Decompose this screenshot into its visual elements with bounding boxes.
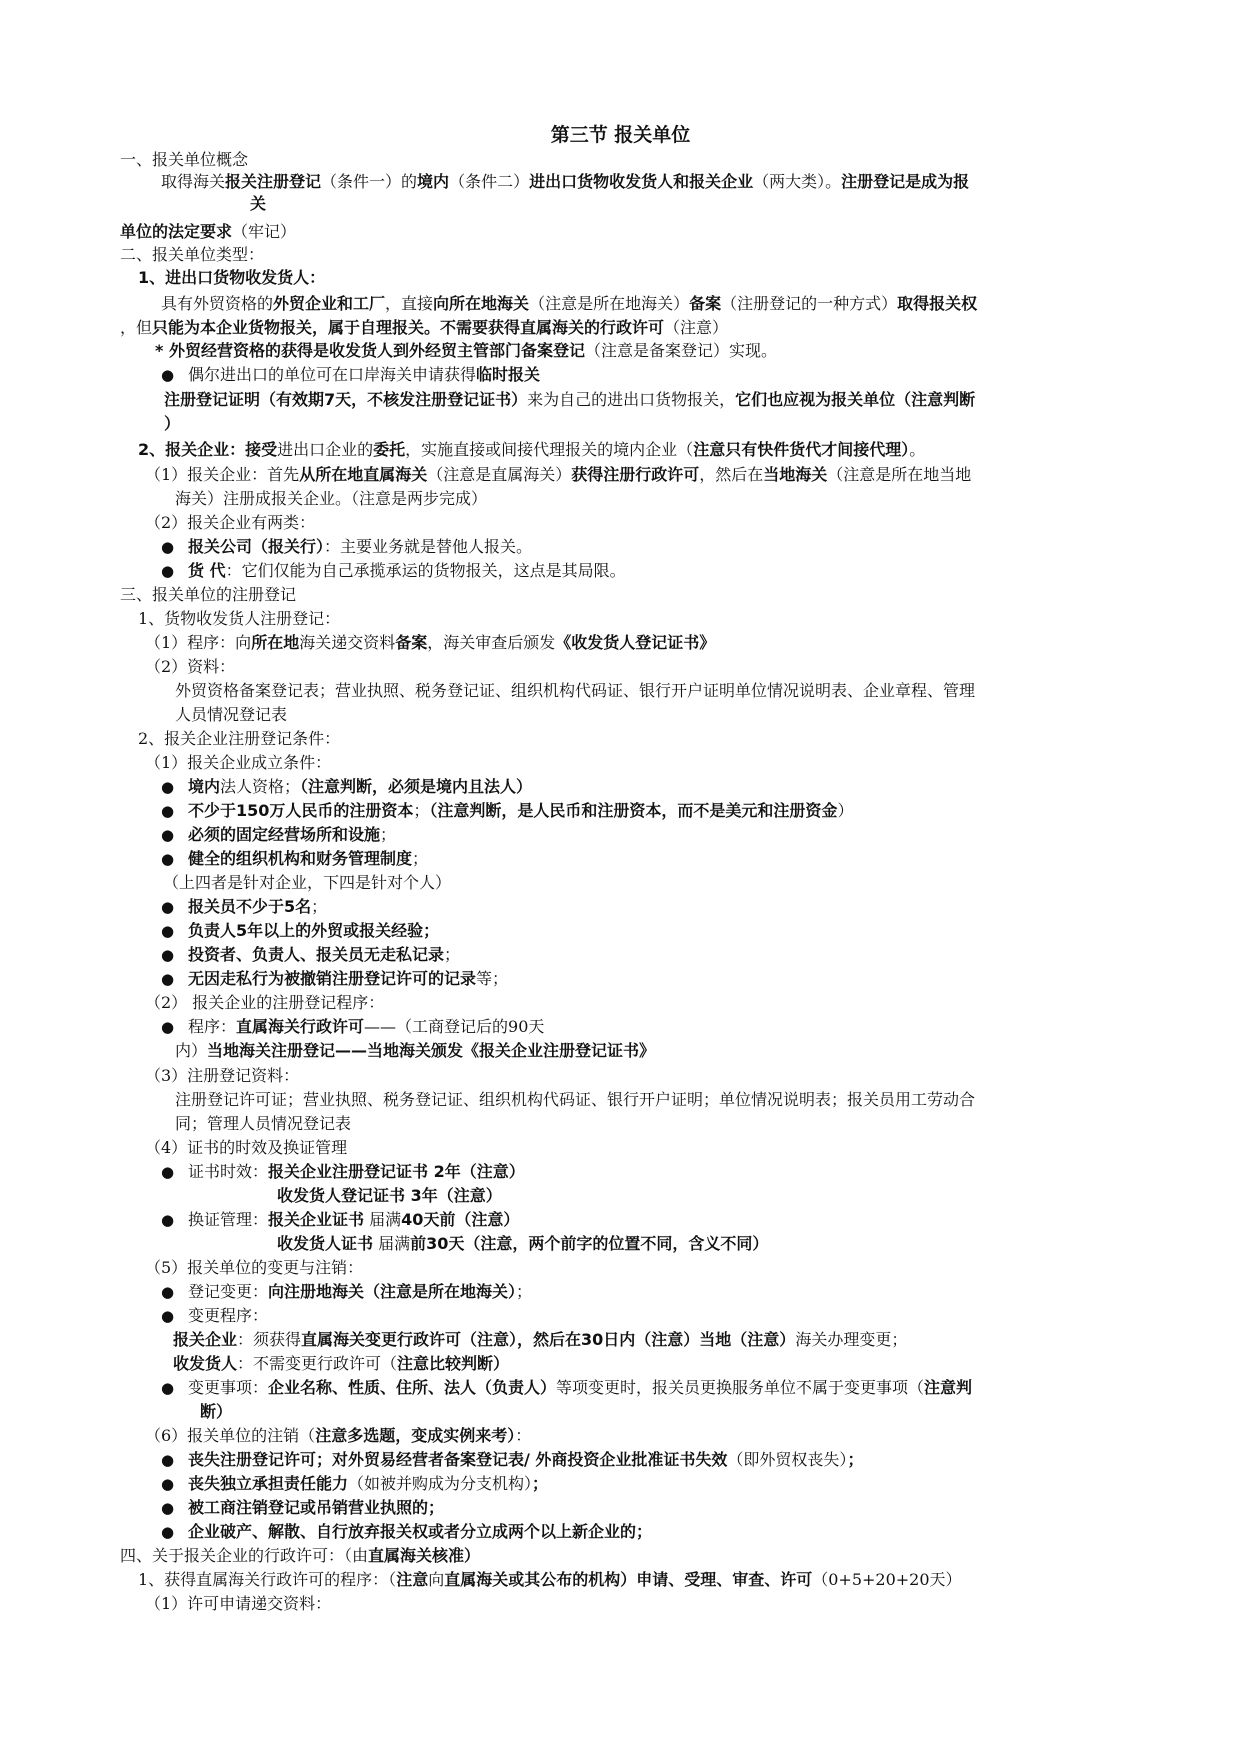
bold-text: 货 代	[188, 561, 226, 580]
text: ，直接	[385, 294, 434, 313]
text: 2、报关企业注册登记条件：	[138, 729, 341, 748]
bold-text: 临时报关	[476, 365, 541, 384]
text-line	[173, 1330, 907, 1350]
text-line	[145, 993, 384, 1013]
text-line	[120, 222, 296, 242]
text: 四、关于报关企业的行政许可：（由	[120, 1546, 369, 1565]
bold-text: 健全的组织机构和财务管理制度	[188, 849, 413, 868]
text: 届满	[364, 1210, 402, 1229]
bold-text: 进出口货物收发货人和报关企业	[529, 172, 754, 191]
text: （2） 报关企业的注册登记程序：	[145, 993, 385, 1012]
text-line	[120, 1546, 480, 1566]
text: 届满	[373, 1234, 411, 1253]
text-line	[120, 150, 248, 170]
bold-text: 注意判	[924, 1378, 973, 1397]
bold-text: 注册登记是成为报	[841, 172, 970, 191]
bold-text: 备案	[689, 294, 722, 313]
text: 程序：	[188, 1017, 237, 1036]
bold-text: 企业名称、性质、住所、法人（负责人）	[268, 1378, 557, 1397]
bold-text: 向注册地海关（注意是所在地海关）	[268, 1282, 517, 1301]
text: （6）报关单位的注销（	[145, 1426, 316, 1445]
text-line	[138, 440, 925, 460]
bullet-item	[188, 1450, 863, 1470]
bold-text: 注意	[396, 1570, 429, 1589]
bullet-item	[188, 777, 532, 797]
bold-text: 被工商注销登记或吊销营业执照的；	[188, 1498, 445, 1517]
text: 等；	[476, 969, 509, 988]
bold-text: 外贸企业和工厂	[273, 294, 386, 313]
bold-text: 直属海关变更行政许可（注意），然后在30日内（注意）当地（注意）	[301, 1330, 796, 1349]
text-line	[173, 1354, 509, 1374]
bullet-item	[188, 1282, 532, 1302]
text: 具有外贸资格的	[161, 294, 274, 313]
text: ；	[444, 945, 461, 964]
bold-text: 收发货人证书	[277, 1234, 374, 1253]
text-line	[161, 172, 969, 192]
text: ：主要业务就是替他人报关。	[324, 537, 533, 556]
text: （注意是所在地海关）	[529, 294, 690, 313]
text: 来为自己的进出口货物报关，	[527, 390, 736, 409]
text-line	[175, 1114, 351, 1134]
text-line	[200, 1402, 232, 1422]
text: 外贸资格备案登记表；营业执照、税务登记证、组织机构代码证、银行开户证明单位情况说明表、企业章程、管理	[175, 681, 976, 700]
bold-text: ；	[847, 1450, 864, 1469]
bold-text: 直属海关或其公布的机构）申请、受理、审查、许可	[444, 1570, 813, 1589]
text-line	[164, 414, 180, 434]
text-line	[175, 681, 975, 701]
text-line	[155, 341, 777, 361]
text-line	[145, 513, 315, 533]
bullet-item	[188, 921, 439, 941]
bold-text: （注意判断，是人民币和注册资本，而不是美元和注册资金	[429, 801, 838, 820]
bullet-item	[188, 1210, 519, 1230]
text: （即外贸权丧失）	[727, 1450, 848, 1469]
bold-text: 负责人5年以上的外贸或报关经验；	[188, 921, 440, 940]
text: （注册登记的一种方式）	[721, 294, 898, 313]
bold-text: 向所在地海关	[433, 294, 530, 313]
bold-text: 收发货人登记证书 3年（注意）	[277, 1186, 502, 1205]
bold-text: 直属海关核准）	[368, 1546, 481, 1565]
text: 二、报关单位类型：	[120, 245, 265, 264]
bold-text: 单位的法定要求	[120, 222, 233, 241]
bold-text: 从所在地直属海关	[299, 465, 428, 484]
text-line	[120, 245, 264, 265]
bold-text: 前30天（注意，两个前字的位置不同，含义不同）	[410, 1234, 769, 1253]
text: ，但	[120, 318, 153, 337]
text-line	[145, 753, 331, 773]
text: ，实施直接或间接代理报关的境内企业（	[405, 440, 694, 459]
text: 登记变更：	[188, 1282, 269, 1301]
text: 换证管理：	[188, 1210, 269, 1229]
bold-text: 所在地	[251, 633, 300, 652]
text: 向	[428, 1570, 445, 1589]
text: （4）证书的时效及换证管理	[145, 1138, 348, 1157]
bold-text: 当地海关注册登记——当地海关颁发《报关企业注册登记证书》	[207, 1041, 656, 1060]
bold-text: 《收发货人登记证书》	[555, 633, 716, 652]
text: （注意是直属海关）	[427, 465, 572, 484]
bold-text: 不少于150万人民币的注册资本	[188, 801, 414, 820]
text: 偶尔进出口的单位可在口岸海关申请获得	[188, 365, 477, 384]
text: 人员情况登记表	[175, 705, 288, 724]
text: （2）报关企业有两类：	[145, 513, 316, 532]
bullet-item	[188, 1017, 544, 1037]
text: （上四者是针对企业，下四是针对个人）	[163, 873, 452, 892]
text: （5）报关单位的变更与注销：	[145, 1258, 364, 1277]
text: （1）报关企业：首先	[145, 465, 300, 484]
text: 注册登记许可证；营业执照、税务登记证、组织机构代码证、银行开户证明；单位情况说明表；报关员用工劳动合	[175, 1090, 976, 1109]
text: 等项变更时，报关员更换服务单位不属于变更事项（	[556, 1378, 925, 1397]
text: （0+5+20+20天）	[812, 1570, 962, 1589]
bold-text: 丧失独立承担责任能力	[188, 1474, 349, 1493]
text: ；	[311, 897, 328, 916]
text: （两大类）。	[753, 172, 842, 191]
text: （1）报关企业成立条件：	[145, 753, 332, 772]
text: ；	[413, 801, 430, 820]
bold-text: 直属海关行政许可	[236, 1017, 365, 1036]
bold-text: 注册登记证明（有效期7天，不核发注册登记证书）	[164, 390, 528, 409]
bullet-item	[188, 561, 626, 581]
text: ：须获得	[237, 1330, 302, 1349]
text-line	[277, 1186, 502, 1206]
bold-text: 报关企业注册登记证书 2年（注意）	[268, 1162, 525, 1181]
text-line	[175, 1090, 975, 1110]
bullet-item	[188, 537, 532, 557]
text: （1）许可申请递交资料：	[145, 1594, 332, 1613]
text: 1、获得直属海关行政许可的程序：（	[138, 1570, 397, 1589]
text-line	[145, 1066, 299, 1086]
text: 。	[909, 440, 926, 459]
text: （注意是所在地当地	[827, 465, 972, 484]
text-line	[145, 1258, 363, 1278]
text-line	[175, 489, 487, 509]
text-line	[163, 873, 451, 893]
text-line	[138, 1570, 962, 1590]
bold-text: 只能为本企业货物报关，属于自理报关。不需要获得直属海关的行政许可	[152, 318, 665, 337]
bold-text: 注意比较判断）	[397, 1354, 510, 1373]
bullet-item	[188, 801, 853, 821]
text-line	[138, 729, 340, 749]
bold-text: 2、报关企业：接受	[138, 440, 278, 459]
bullet-item	[188, 945, 460, 965]
text-line	[145, 1594, 331, 1614]
bold-text: 企业破产、解散、自行放弃报关权或者分立成两个以上新企业的；	[188, 1522, 653, 1541]
bold-text: 境内	[417, 172, 450, 191]
text: ，海关审查后颁发	[427, 633, 556, 652]
text: ，然后在	[699, 465, 764, 484]
text: （2）资料：	[145, 657, 236, 676]
text-line	[145, 633, 715, 653]
text-line	[175, 1041, 655, 1061]
text: 进出口企业的	[277, 440, 374, 459]
bold-text: 丧失注册登记许可；对外贸易经营者备案登记表/ 外商投资企业批准证书失效	[188, 1450, 728, 1469]
text: （3）注册登记资料：	[145, 1066, 300, 1085]
text: 证书时效：	[188, 1162, 269, 1181]
bullet-item	[188, 1474, 548, 1494]
text-line	[175, 705, 287, 725]
text: （条件一）的	[321, 172, 418, 191]
text-line	[145, 1426, 531, 1446]
bullet-item	[188, 849, 428, 869]
text: ：不需变更行政许可（	[237, 1354, 398, 1373]
text: 法人资格；	[220, 777, 301, 796]
text: 海关）注册成报关企业。（注意是两步完成）	[175, 489, 488, 508]
text: 三、报关单位的注册登记	[120, 585, 297, 604]
text-line	[120, 585, 296, 605]
bold-text: 无因走私行为被撤销注册登记许可的记录	[188, 969, 477, 988]
text-line	[277, 1234, 768, 1254]
bold-text: 取得报关权	[897, 294, 978, 313]
text: 一、报关单位概念	[120, 150, 249, 169]
bullet-item	[188, 1522, 652, 1542]
bold-text: 备案	[395, 633, 428, 652]
bullet-item	[188, 1162, 525, 1182]
bullet-item	[188, 365, 540, 385]
text-line	[145, 465, 971, 485]
bold-text: 报关员不少于5名	[188, 897, 312, 916]
bullet-item	[188, 969, 508, 989]
bold-text: 必须的固定经营场所和设施	[188, 825, 381, 844]
text: ；	[516, 1282, 533, 1301]
bullet-item	[188, 1378, 972, 1398]
bold-text: （注意判断，必须是境内且法人）	[300, 777, 533, 796]
text: 1、货物收发货人注册登记：	[138, 609, 341, 628]
bullet-item	[188, 825, 396, 845]
text: （1）程序：向	[145, 633, 252, 652]
text-line	[164, 390, 975, 410]
text: ；	[412, 849, 429, 868]
bold-text: 收发货人	[173, 1354, 238, 1373]
text: 内）	[175, 1041, 208, 1060]
bold-text: 40天前（注意）	[401, 1210, 520, 1229]
bold-text: 报关注册登记	[225, 172, 322, 191]
bold-text: 获得注册行政许可	[571, 465, 700, 484]
text: ）	[837, 801, 854, 820]
text: 变更事项：	[188, 1378, 269, 1397]
bold-text: * 外贸经营资格的获得是收发货人到外经贸主管部门备案登记	[155, 341, 585, 360]
text-line	[138, 268, 325, 288]
bold-text: 报关公司（报关行）	[188, 537, 325, 556]
text: 同；管理人员情况登记表	[175, 1114, 352, 1133]
section-title: 第三节 报关单位	[550, 124, 691, 146]
text: ；	[380, 825, 397, 844]
bold-text: 它们也应视为报关单位（注意判断	[735, 390, 976, 409]
text: 变更程序：	[188, 1306, 269, 1325]
bold-text: 报关企业	[173, 1330, 238, 1349]
bold-text: 委托	[373, 440, 406, 459]
bold-text: ；	[532, 1474, 549, 1493]
text: 海关办理变更；	[795, 1330, 908, 1349]
bold-text: 注意只有快件货代才间接代理）	[693, 440, 910, 459]
text-line	[120, 318, 728, 338]
text: （条件二）	[449, 172, 530, 191]
text-line	[250, 194, 266, 214]
text: 海关递交资料	[299, 633, 396, 652]
text-line	[161, 294, 977, 314]
text: （注意）	[664, 318, 729, 337]
text: ：	[515, 1426, 532, 1445]
text: （牢记）	[232, 222, 297, 241]
bullet-item	[188, 1498, 444, 1518]
text: 取得海关	[161, 172, 226, 191]
text: （注意是备案登记）实现。	[584, 341, 777, 360]
bold-text: 注意多选题，变成实例来考）	[315, 1426, 516, 1445]
text-line	[145, 1138, 347, 1158]
bold-text: 断）	[200, 1402, 233, 1421]
text: ——（工商登记后的90天	[364, 1017, 545, 1036]
text: （如被并购成为分支机构）	[348, 1474, 533, 1493]
bullet-item	[188, 1306, 268, 1326]
bold-text: 1、进出口货物收发货人：	[138, 268, 326, 287]
bold-text: 境内	[188, 777, 221, 796]
text-line	[138, 609, 340, 629]
bold-text: 投资者、负责人、报关员无走私记录	[188, 945, 445, 964]
bold-text: 关	[250, 194, 267, 213]
bold-text: ）	[164, 414, 181, 433]
text: ：它们仅能为自己承揽承运的货物报关，这点是其局限。	[225, 561, 626, 580]
text-line	[145, 657, 235, 677]
bold-text: 当地海关	[763, 465, 828, 484]
bold-text: 报关企业证书	[268, 1210, 365, 1229]
bullet-item	[188, 897, 327, 917]
